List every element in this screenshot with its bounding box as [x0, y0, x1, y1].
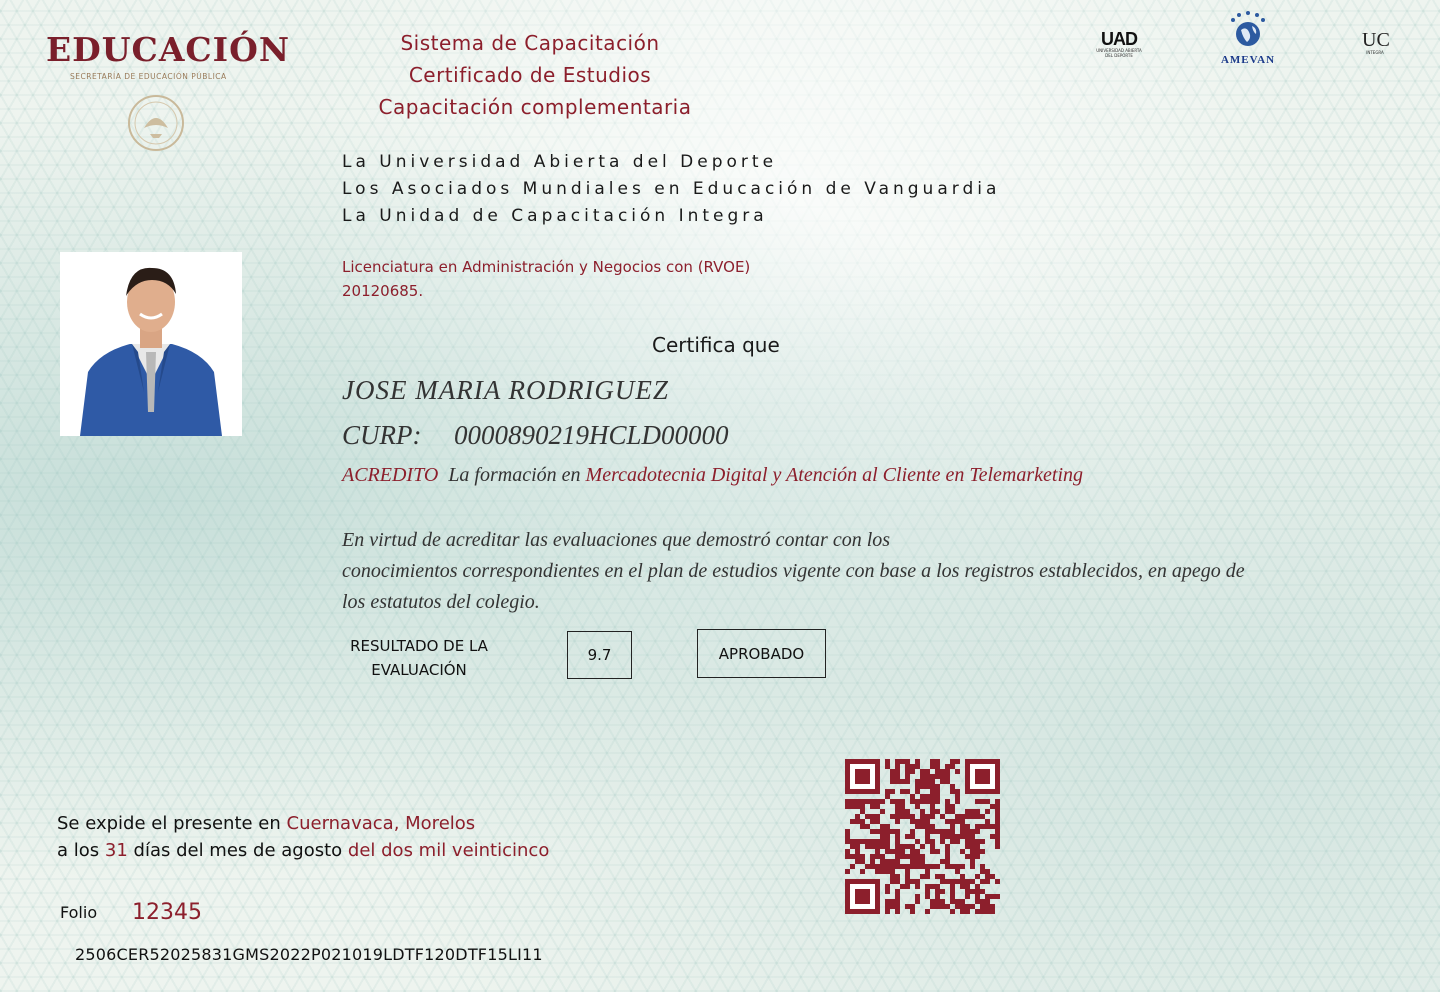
program-rvoe: 20120685.: [342, 282, 424, 300]
header-system-title: Sistema de Capacitación: [400, 31, 660, 55]
amevan-logo: [1218, 10, 1278, 66]
institution-line: La Unidad de Capacitación Integra: [342, 206, 768, 226]
paragraph-line: los estatutos del colegio.: [342, 591, 540, 613]
evaluation-paragraph: [342, 525, 1437, 618]
issue-year: del dos mil veinticinco: [347, 840, 550, 861]
curp-label: CURP:: [342, 420, 422, 450]
qr-code: [845, 759, 1000, 914]
student-name: JOSE MARIA RODRIGUEZ: [342, 375, 669, 405]
uad-logo: [1094, 30, 1144, 58]
course-name: Mercadotecnia Digital y Atención al Cliente en Telemarketing: [585, 464, 1084, 486]
issue-day: 31: [104, 840, 128, 861]
issue-date-middle: días del mes de agosto: [133, 840, 343, 861]
accreditation-statement: [342, 464, 1083, 487]
globe-icon: [1227, 10, 1269, 50]
issue-prefix: Se expide el presente en: [57, 813, 281, 834]
national-seal-icon: [126, 94, 186, 152]
education-logo-title: EDUCACIÓN: [46, 30, 291, 69]
certificate-code: 2506CER52025831GMS2022P021019LDTF120DTF15LI11: [75, 945, 543, 964]
certifies-heading: Certifica que: [652, 333, 780, 357]
accreditation-keyword: ACREDITO: [342, 464, 439, 486]
uad-logo-mark: UAD: [1101, 29, 1137, 49]
status-box: APROBADO: [697, 629, 826, 678]
program-name: Licenciatura en Administración y Negocios con (RVOE): [342, 258, 751, 276]
issue-date-line: [57, 840, 549, 861]
education-logo-subtitle: SECRETARÍA DE EDUCACIÓN PÚBLICA: [70, 72, 227, 81]
uc-logo-text: INTEGRA: [1366, 50, 1384, 55]
curp-value: 0000890219HCLD00000: [454, 420, 729, 450]
issue-place-line: [57, 813, 475, 834]
amevan-logo-name: AMEVAN: [1220, 54, 1276, 66]
uad-logo-text: UNIVERSIDAD ABIERTA DEL DEPORTE: [1096, 48, 1142, 58]
institution-line: La Universidad Abierta del Deporte: [342, 152, 778, 172]
header-training-title: Capacitación complementaria: [378, 95, 692, 119]
institution-line: Los Asociados Mundiales en Educación de Vanguardia: [342, 179, 1001, 199]
student-portrait-icon: [60, 252, 242, 436]
paragraph-line: conocimientos correspondientes en el plan de estudios vigente con base a los registros establecidos, en apego de: [342, 560, 1245, 582]
student-photo: [60, 252, 242, 436]
folio-label: Folio: [60, 903, 98, 922]
uc-logo: [1362, 30, 1388, 55]
result-label-line: RESULTADO DE LA: [350, 637, 488, 655]
header-certificate-title: Certificado de Estudios: [408, 63, 652, 87]
issue-place: Cuernavaca, Morelos: [286, 813, 476, 834]
score-box: 9.7: [567, 631, 632, 679]
accreditation-text: La formación en: [448, 464, 581, 486]
issue-date-prefix: a los: [57, 840, 100, 861]
folio-value: 12345: [132, 900, 202, 925]
result-label: [334, 634, 504, 682]
result-label-line: EVALUACIÓN: [371, 661, 467, 679]
paragraph-line: En virtud de acreditar las evaluaciones que demostró contar con los: [342, 529, 891, 551]
uc-logo-mark: UC: [1362, 29, 1390, 51]
